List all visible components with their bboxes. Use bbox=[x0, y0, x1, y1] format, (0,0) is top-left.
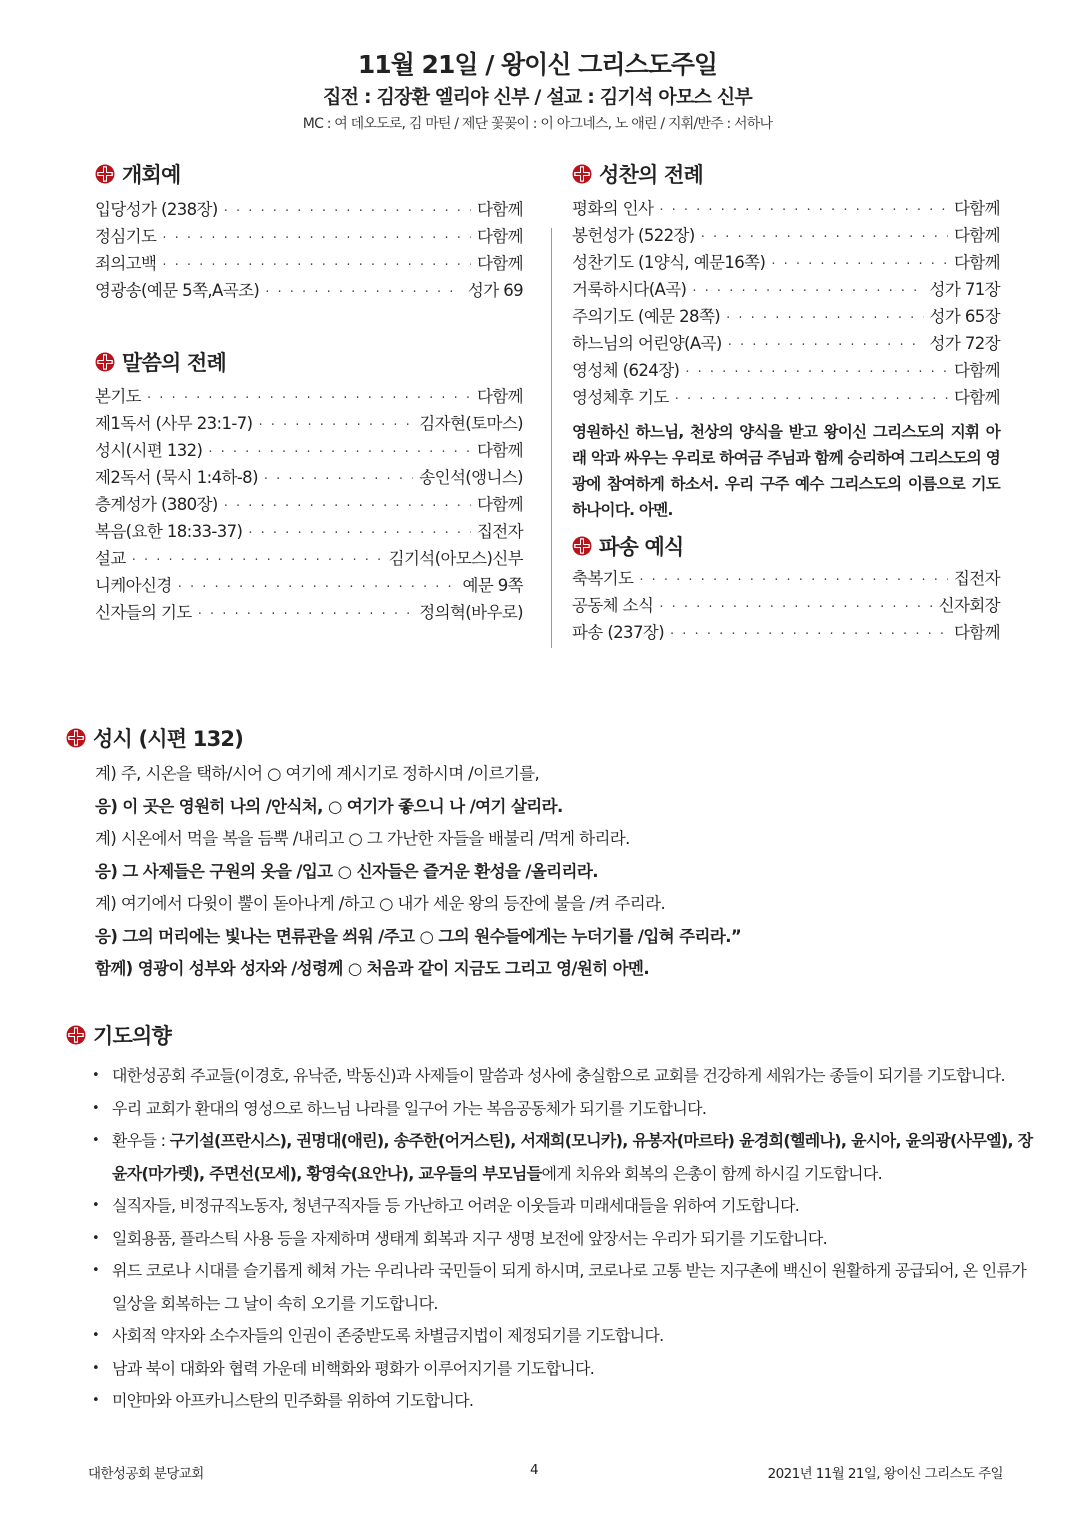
section-psalm-title bbox=[66, 723, 243, 753]
service-row bbox=[95, 599, 523, 626]
service-item-value: 다함께 bbox=[476, 387, 523, 406]
leader-dots bbox=[685, 359, 948, 386]
leader-dots bbox=[670, 621, 948, 648]
cross-circle-icon bbox=[95, 352, 115, 372]
service-row bbox=[572, 619, 1000, 646]
service-item-value: 성가 69 bbox=[467, 281, 523, 300]
service-row bbox=[95, 491, 523, 518]
service-row bbox=[95, 545, 523, 572]
service-item-value: 다함께 bbox=[476, 495, 523, 514]
section-label: 기도의향 bbox=[93, 1024, 171, 1048]
leader-dots bbox=[701, 224, 948, 251]
cross-circle-icon bbox=[572, 536, 592, 556]
psalm-line: 함께) 영광이 성부와 성자와 /성령께 ○ 처음과 같이 지금도 그리고 영/원히 아멘. bbox=[95, 959, 650, 978]
service-row bbox=[95, 518, 523, 545]
service-item-value: 다함께 bbox=[476, 441, 523, 460]
psalm-line: 계) 시온에서 먹을 복을 듬뿍 /내리고 ○ 그 가난한 자들을 배불리 /먹게 하리라. bbox=[95, 829, 630, 848]
service-item-value: 예문 9쪽 bbox=[462, 576, 523, 595]
service-item-value: 다함께 bbox=[476, 227, 523, 246]
leader-dots bbox=[728, 332, 924, 359]
list-item: • 남과 북이 대화와 협력 가운데 비핵화와 평화가 이루어지기를 기도합니다. bbox=[90, 1353, 1040, 1386]
service-item-value: 다함께 bbox=[953, 253, 1000, 272]
service-item-label: 영성체후 기도 bbox=[572, 388, 669, 407]
service-item-label: 입당성가 (238장) bbox=[95, 200, 218, 219]
service-item-value: 성가 65장 bbox=[929, 307, 1000, 326]
service-row bbox=[572, 384, 1000, 411]
psalm-line: 응) 그 사제들은 구원의 옷을 /입고 ○ 신자들은 즐거운 환성을 /올리리라. bbox=[95, 861, 598, 881]
psalm-text bbox=[95, 758, 1045, 986]
service-item-label: 파송 (237장) bbox=[572, 623, 665, 642]
service-item-label: 거룩하시다(A곡) bbox=[572, 280, 687, 299]
section-dismissal-title bbox=[572, 531, 683, 561]
list-item: • 위드 코로나 시대를 슬기롭게 헤쳐 가는 우리나라 국민들이 되게 하시며, 코로나로 고통 받는 지구촌에 백신이 원활하게 공급되어, 온 인류가 일상을 회복하는 그 날이 속히 오기를 기도합니다. bbox=[90, 1255, 1040, 1320]
leader-dots bbox=[692, 278, 923, 305]
service-item-label: 제2독서 (묵시 1:4하-8) bbox=[95, 468, 258, 487]
service-item-label: 성시(시편 132) bbox=[95, 441, 203, 460]
cross-circle-icon bbox=[95, 164, 115, 184]
intentions-list bbox=[90, 1060, 1040, 1418]
service-item-value: 성가 72장 bbox=[929, 334, 1000, 353]
service-row bbox=[572, 592, 1000, 619]
sick-suffix: 에게 치유와 회복의 은총이 함께 하시길 기도합니다. bbox=[541, 1163, 883, 1183]
service-item-label: 영성체 (624장) bbox=[572, 361, 680, 380]
list-item: • 대한성공회 주교들(이경호, 유낙준, 박동신)과 사제들이 말씀과 성사에 충실함으로 교회를 건강하게 세워가는 종들이 되기를 기도합니다. bbox=[90, 1060, 1040, 1093]
service-item-label: 설교 bbox=[95, 549, 126, 568]
mc-line: MC : 여 데오도로, 김 마틴 / 제단 꽃꽂이 : 이 아그네스, 노 애린 / 지휘/반주 : 서하나 bbox=[302, 116, 773, 132]
list-item: • 사회적 약자와 소수자들의 인권이 존중받도록 차별금지법이 제정되기를 기도합니다. bbox=[90, 1320, 1040, 1353]
service-item-value: 김자현(토마스) bbox=[419, 414, 523, 433]
service-item-label: 본기도 bbox=[95, 387, 142, 406]
leader-dots bbox=[162, 252, 471, 279]
service-row bbox=[95, 437, 523, 464]
service-row bbox=[95, 383, 523, 410]
footer-date: 2021년 11월 21일, 왕이신 그리스도 주일 bbox=[767, 1466, 1003, 1482]
service-item-label: 하느님의 어린양(A곡) bbox=[572, 334, 722, 353]
section-intentions-title bbox=[66, 1020, 171, 1050]
page-title: 11월 21일 / 왕이신 그리스도주일 bbox=[357, 50, 718, 79]
leader-dots bbox=[198, 601, 414, 628]
service-row bbox=[572, 249, 1000, 276]
service-row bbox=[572, 195, 1000, 222]
section-opening-title bbox=[95, 159, 180, 189]
leader-dots bbox=[639, 567, 948, 594]
service-item-value: 다함께 bbox=[476, 254, 523, 273]
service-row bbox=[95, 250, 523, 277]
cross-circle-icon bbox=[66, 1025, 86, 1045]
leader-dots bbox=[132, 547, 383, 574]
service-row bbox=[572, 565, 1000, 592]
leader-dots bbox=[248, 520, 471, 547]
leader-dots bbox=[208, 439, 471, 466]
section-word-title bbox=[95, 347, 226, 377]
leader-dots bbox=[258, 412, 413, 439]
service-item-label: 평화의 인사 bbox=[572, 199, 654, 218]
list-item: • 미얀마와 아프카니스탄의 민주화를 위하여 기도합니다. bbox=[90, 1385, 1040, 1418]
sick-names: 구기설(프란시스), 권명대(애린), 송주한(어거스틴), 서재희(모니카), 유봉자(마르타) 윤경희(헬레나), 윤시아, 윤의광(사무엘), 장윤자(마가렛), 주면선(모세), 황영숙(요안나), 교우들의 부모님들 bbox=[112, 1131, 1033, 1183]
service-item-label: 정심기도 bbox=[95, 227, 157, 246]
service-item-label: 영광송(예문 5쪽,A곡조) bbox=[95, 281, 260, 300]
service-item-label: 성찬기도 (1양식, 예문16쪽) bbox=[572, 253, 766, 272]
service-item-label: 제1독서 (사무 23:1-7) bbox=[95, 414, 253, 433]
service-item-value: 다함께 bbox=[953, 623, 1000, 642]
service-item-label: 죄의고백 bbox=[95, 254, 157, 273]
leader-dots bbox=[162, 225, 471, 252]
service-item-value: 다함께 bbox=[953, 226, 1000, 245]
cross-circle-icon bbox=[66, 728, 86, 748]
service-row bbox=[572, 276, 1000, 303]
leader-dots bbox=[178, 574, 457, 601]
service-item-label: 주의기도 (예문 28쪽) bbox=[572, 307, 721, 326]
section-label: 성시 (시편 132) bbox=[93, 727, 243, 751]
psalm-line: 계) 주, 시온을 택하/시어 ○ 여기에 계시기로 정하시며 /이르기를, bbox=[95, 764, 540, 783]
page-subtitle: 집전 : 김장환 엘리야 신부 / 설교 : 김기석 아모스 신부 bbox=[323, 86, 752, 108]
service-item-value: 송인석(앵니스) bbox=[419, 468, 523, 487]
service-item-value: 다함께 bbox=[953, 388, 1000, 407]
service-item-value: 집전자 bbox=[953, 569, 1000, 588]
cross-circle-icon bbox=[572, 164, 592, 184]
section-eucharist-title bbox=[572, 159, 703, 189]
list-item: • 우리 교회가 환대의 영성으로 하느님 나라를 일구어 가는 복음공동체가 되기를 기도합니다. bbox=[90, 1093, 1040, 1126]
service-row bbox=[572, 330, 1000, 357]
section-label: 파송 예식 bbox=[599, 535, 684, 559]
leader-dots bbox=[675, 386, 948, 413]
dismissal-list bbox=[572, 565, 1000, 646]
service-row bbox=[95, 410, 523, 437]
service-row bbox=[95, 277, 523, 304]
section-label: 말씀의 전례 bbox=[122, 351, 226, 375]
leader-dots bbox=[659, 594, 932, 621]
service-item-value: 김기석(아모스)신부 bbox=[388, 549, 523, 568]
service-item-value: 신자회장 bbox=[938, 596, 1000, 615]
psalm-line: 응) 이 곳은 영원히 나의 /안식처, ○ 여기가 좋으니 나 /여기 살리라. bbox=[95, 796, 563, 816]
service-item-label: 축복기도 bbox=[572, 569, 634, 588]
service-row bbox=[572, 303, 1000, 330]
service-item-value: 다함께 bbox=[953, 361, 1000, 380]
psalm-line: 응) 그의 머리에는 빛나는 면류관을 씌워 /주고 ○ 그의 원수들에게는 누더기를 /입혀 주리라.” bbox=[95, 926, 742, 946]
service-item-label: 신자들의 기도 bbox=[95, 603, 192, 622]
section-label: 성찬의 전례 bbox=[599, 163, 703, 187]
service-item-label: 공동체 소식 bbox=[572, 596, 654, 615]
service-item-value: 다함께 bbox=[476, 200, 523, 219]
leader-dots bbox=[659, 197, 948, 224]
leader-dots bbox=[265, 279, 462, 306]
service-item-value: 집전자 bbox=[476, 522, 523, 541]
service-row bbox=[95, 572, 523, 599]
column-divider bbox=[551, 228, 552, 648]
sick-prefix: 환우들 : bbox=[112, 1131, 170, 1150]
word-list bbox=[95, 383, 523, 626]
section-label: 개회예 bbox=[122, 163, 181, 187]
service-item-value: 성가 71장 bbox=[929, 280, 1000, 299]
leader-dots bbox=[771, 251, 948, 278]
post-communion-prayer: 영원하신 하느님, 천상의 양식을 받고 왕이신 그리스도의 지휘 아래 악과 싸우는 우리로 하여금 주님과 함께 승리하여 그리스도의 영광에 참여하게 하소서. 우리 구주 예수 그리스도의 이름으로 기도하나이다. 아멘. bbox=[572, 423, 1000, 519]
footer-page-number: 4 bbox=[530, 1462, 538, 1478]
service-row bbox=[95, 196, 523, 223]
psalm-line: 계) 여기에서 다윗이 뿔이 돋아나게 /하고 ○ 내가 세운 왕의 등잔에 불을 /켜 주리라. bbox=[95, 894, 666, 913]
leader-dots bbox=[264, 466, 413, 493]
eucharist-list bbox=[572, 195, 1000, 411]
service-item-value: 다함께 bbox=[953, 199, 1000, 218]
leader-dots bbox=[224, 493, 471, 520]
service-row bbox=[95, 464, 523, 491]
leader-dots bbox=[224, 198, 471, 225]
service-item-label: 복음(요한 18:33-37) bbox=[95, 522, 243, 541]
list-item-sick bbox=[90, 1125, 1040, 1190]
service-item-label: 니케아신경 bbox=[95, 576, 172, 595]
service-item-label: 봉헌성가 (522장) bbox=[572, 226, 695, 245]
service-row bbox=[572, 357, 1000, 384]
service-row bbox=[572, 222, 1000, 249]
opening-list bbox=[95, 196, 523, 304]
footer-church: 대한성공회 분당교회 bbox=[88, 1466, 204, 1482]
list-item: • 일회용품, 플라스틱 사용 등을 자제하며 생태계 회복과 지구 생명 보전에 앞장서는 우리가 되기를 기도합니다. bbox=[90, 1223, 1040, 1256]
service-item-label: 층계성가 (380장) bbox=[95, 495, 218, 514]
list-item: • 실직자들, 비정규직노동자, 청년구직자들 등 가난하고 어려운 이웃들과 미래세대들을 위하여 기도합니다. bbox=[90, 1190, 1040, 1223]
leader-dots bbox=[726, 305, 923, 332]
leader-dots bbox=[147, 385, 471, 412]
service-item-value: 정의혁(바우로) bbox=[419, 603, 523, 622]
service-row bbox=[95, 223, 523, 250]
